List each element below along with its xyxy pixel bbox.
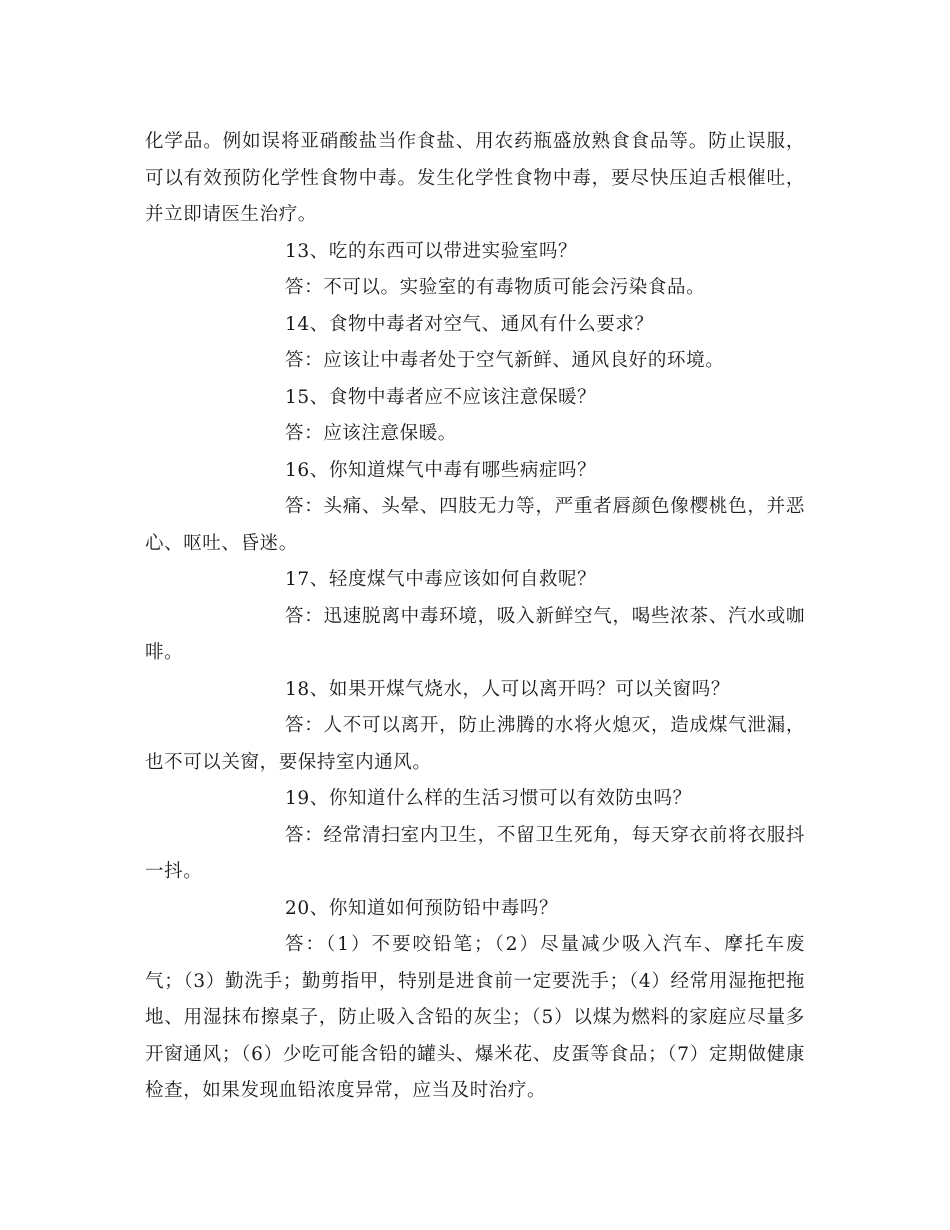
answer-14: 答：应该让中毒者处于空气新鲜、通风良好的环境。 xyxy=(285,350,725,371)
question-14: 14、食物中毒者对空气、通风有什么要求？ xyxy=(285,313,654,335)
answer-17: 答：迅速脱离中毒环境，吸入新鲜空气，喝些浓茶、汽水或咖啡。 xyxy=(145,605,805,663)
question-15: 15、食物中毒者应不应该注意保暖？ xyxy=(285,386,597,408)
body-paragraph: 化学品。例如误将亚硝酸盐当作食盐、用农药瓶盛放熟食食品等。防止误服，可以有效预防化学性食物中毒。发生化学性食物中毒，要尽快压迫舌根催吐，并立即请医生治疗。 xyxy=(145,131,805,225)
answer-13: 答：不可以。实验室的有毒物质可能会污染食品。 xyxy=(285,277,706,298)
question-17: 17、轻度煤气中毒应该如何自救呢？ xyxy=(285,569,597,590)
question-16: 16、你知道煤气中毒有哪些病症吗？ xyxy=(285,459,597,481)
answer-20: 答：（1）不要咬铅笔；（2）尽量减少吸入汽车、摩托车废气；（3）勤洗手；勤剪指甲，特别是进食前一定要洗手；（4）经常用湿拖把拖地、用湿抹布擦桌子，防止吸入含铅的灰尘；（5）以煤为燃料的家庭应尽量多开窗通风；（6）少吃可能含铅的罐头、爆米花、皮蛋等食品；（7）定期做健康检查，如果发现血铅浓度异常，应当及时治疗。 xyxy=(145,934,805,1101)
question-13: 13、吃的东西可以带进实验室吗？ xyxy=(285,240,578,262)
question-20: 20、你知道如何预防铅中毒吗？ xyxy=(285,897,559,919)
answer-15: 答：应该注意保暖。 xyxy=(285,423,457,444)
answer-19: 答：经常清扫室内卫生，不留卫生死角，每天穿衣前将衣服抖一抖。 xyxy=(145,824,805,882)
document-body xyxy=(145,124,805,1110)
question-19: 19、你知道什么样的生活习惯可以有效防虫吗？ xyxy=(285,788,692,809)
question-18: 18、如果开煤气烧水，人可以离开吗？可以关窗吗？ xyxy=(285,678,730,700)
answer-18: 答：人不可以离开，防止沸腾的水将火熄灭，造成煤气泄漏，也不可以关窗，要保持室内通风。 xyxy=(145,715,805,773)
answer-16: 答：头痛、头晕、四肢无力等，严重者唇颜色像樱桃色，并恶心、呕吐、昏迷。 xyxy=(145,496,805,554)
